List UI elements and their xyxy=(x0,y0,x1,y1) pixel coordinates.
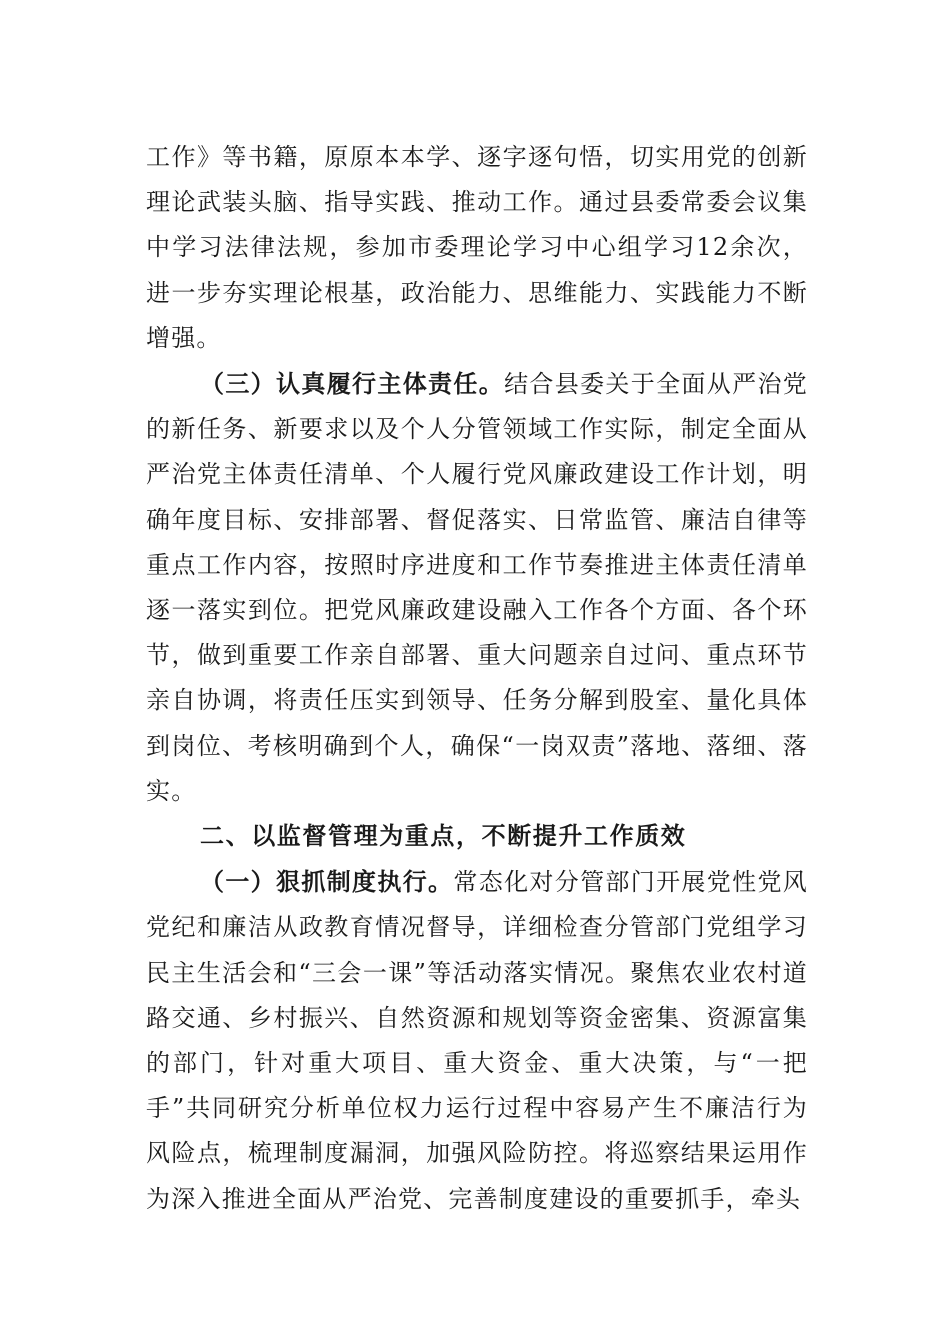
paragraph-text: 结合县委关于全面从严治党的新任务、新要求以及个人分管领域工作实际，制定全面从严治党主体责任清单、个人履行党风廉政建设工作计划，明确年度目标、安排部署、督促落实、日常监管、廉洁自律等重点工作内容，按照时序进度和工作节奏推进主体责任清单逐一落实到位。把党风廉政建设融入工作各个方面、各个环节，做到重要工作亲自部署、重大问题亲自过问、重点环节亲自协调，将责任压实到领导、任务分解到股室、量化具体到岗位、考核明确到个人，确保“一岗双责”落地、落细、落实。 xyxy=(146,370,808,805)
paragraph-system-execution xyxy=(146,859,808,1222)
paragraph-continued xyxy=(146,135,808,361)
document-body xyxy=(146,135,808,1222)
section-heading: 二、以监督管理为重点，不断提升工作质效 xyxy=(200,822,687,851)
paragraph-lead: （三）认真履行主体责任。 xyxy=(200,369,505,399)
paragraph-responsibility xyxy=(146,361,808,814)
paragraph-lead: （一）狠抓制度执行。 xyxy=(200,867,454,897)
paragraph-text: 常态化对分管部门开展党性党风党纪和廉洁从政教育情况督导，详细检查分管部门党组学习民主生活会和“三会一课”等活动落实情况。聚焦农业农村道路交通、乡村振兴、自然资源和规划等资金密集、资源富集的部门，针对重大项目、重大资金、重大决策，与“一把手”共同研究分析单位权力运行过程中容易产生不廉洁行为风险点，梳理制度漏洞，加强风险防控。将巡察结果运用作为深入推进全面从严治党、完善制度建设的重要抓手，牵头 xyxy=(146,868,808,1213)
paragraph-text: 工作》等书籍，原原本本学、逐字逐句悟，切实用党的创新理论武装头脑、指导实践、推动工作。通过县委常委会议集中学习法律法规，参加市委理论学习中心组学习12余次，进一步夯实理论根基，政治能力、思维能力、实践能力不断增强。 xyxy=(146,143,808,352)
